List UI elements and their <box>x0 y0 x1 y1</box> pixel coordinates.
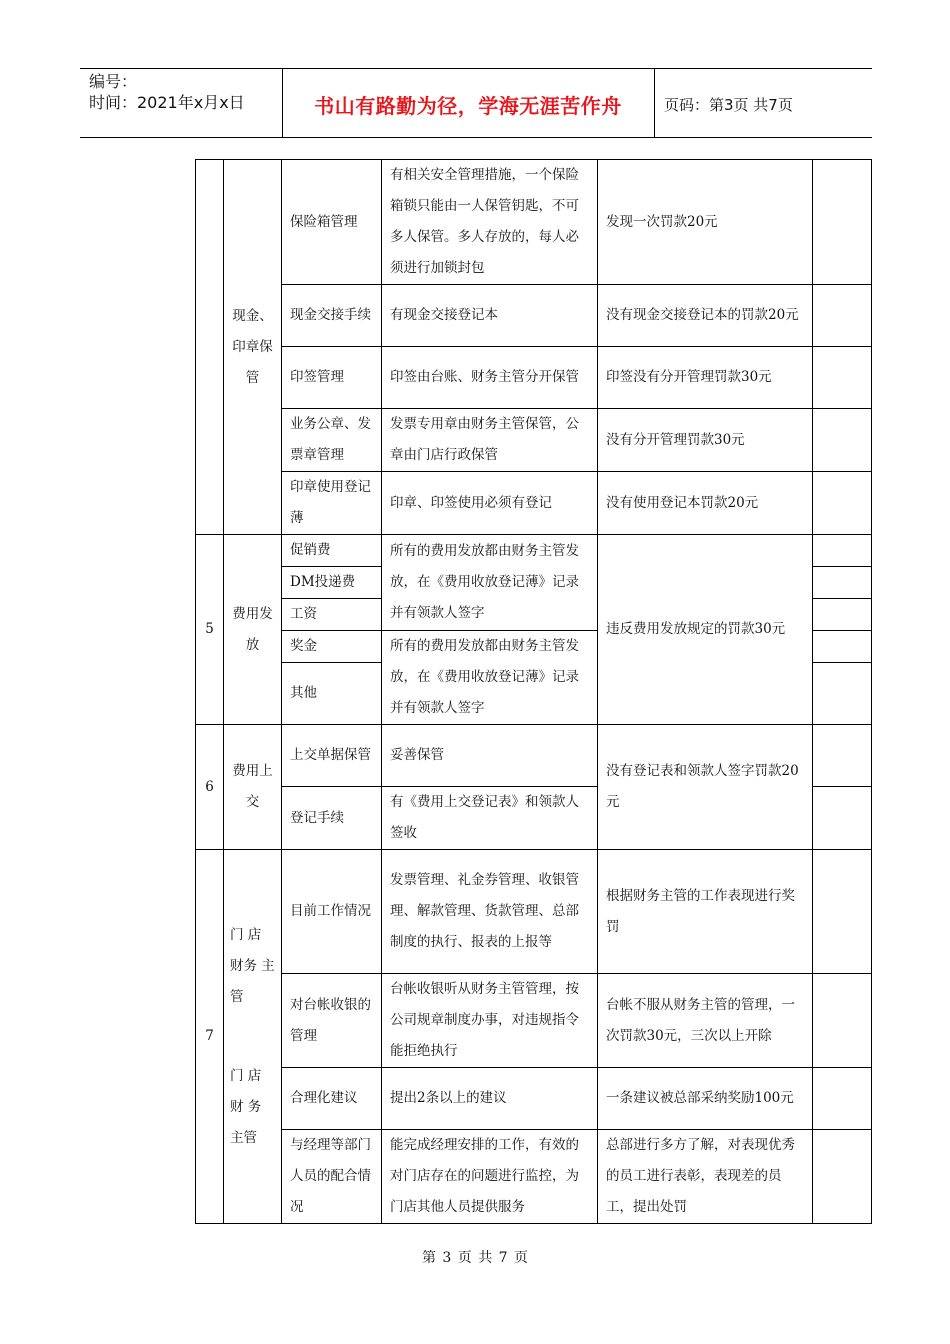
category-gap <box>230 1013 275 1061</box>
item-cell: 合理化建议 <box>282 1068 382 1130</box>
penalty-cell: 没有登记表和领款人签字罚款20元 <box>598 725 813 850</box>
standard-cell: 提出2条以上的建议 <box>382 1068 598 1130</box>
blank-cell <box>813 631 872 663</box>
item-cell: 促销费 <box>282 535 382 567</box>
section-number: 6 <box>196 725 224 850</box>
blank-cell <box>813 599 872 631</box>
standard-cell: 有现金交接登记本 <box>382 285 598 347</box>
blank-cell <box>813 535 872 567</box>
standard-cell: 发票专用章由财务主管保管，公章由门店行政保管 <box>382 409 598 472</box>
standard-cell: 所有的费用发放都由财务主管发放，在《费用收放登记薄》记录并有领款人签字 <box>382 535 598 631</box>
penalty-cell: 一条建议被总部采纳奖励100元 <box>598 1068 813 1130</box>
penalty-cell: 没有现金交接登记本的罚款20元 <box>598 285 813 347</box>
penalty-cell: 没有使用登记本罚款20元 <box>598 472 813 535</box>
table-row <box>196 409 872 472</box>
section-category: 费用上交 <box>224 725 282 850</box>
penalty-cell: 印签没有分开管理罚款30元 <box>598 347 813 409</box>
standard-cell: 台帐收银听从财务主管管理，按公司规章制度办事，对违规指令能拒绝执行 <box>382 974 598 1068</box>
penalty-cell: 根据财务主管的工作表现进行奖罚 <box>598 850 813 974</box>
item-cell: 其他 <box>282 663 382 725</box>
section-category <box>224 850 282 1224</box>
penalty-cell: 总部进行多方了解，对表现优秀的员工进行表彰，表现差的员工，提出处罚 <box>598 1130 813 1224</box>
item-cell: 工资 <box>282 599 382 631</box>
standard-cell: 印章、印签使用必须有登记 <box>382 472 598 535</box>
item-cell: 业务公章、发票章管理 <box>282 409 382 472</box>
item-cell: DM投递费 <box>282 567 382 599</box>
table-row <box>196 160 872 285</box>
penalty-cell: 发现一次罚款20元 <box>598 160 813 285</box>
blank-cell <box>813 160 872 285</box>
item-cell: 保险箱管理 <box>282 160 382 285</box>
item-cell: 印签管理 <box>282 347 382 409</box>
section-number: 7 <box>196 850 224 1224</box>
serial-label: 编号： <box>89 72 138 91</box>
blank-cell <box>813 974 872 1068</box>
blank-cell <box>813 567 872 599</box>
header-divider <box>654 69 655 137</box>
table-row <box>196 347 872 409</box>
blank-cell <box>813 725 872 787</box>
header-meta <box>89 71 245 113</box>
section-number: 5 <box>196 535 224 725</box>
standard-cell: 有《费用上交登记表》和领款人签收 <box>382 787 598 850</box>
table-row <box>196 974 872 1068</box>
time-label: 时间：2021年x月x日 <box>89 93 245 112</box>
table-row <box>196 850 872 974</box>
standard-cell: 印签由台账、财务主管分开保管 <box>382 347 598 409</box>
page-header <box>80 68 872 138</box>
blank-cell <box>813 472 872 535</box>
blank-cell <box>813 663 872 725</box>
penalty-cell: 违反费用发放规定的罚款30元 <box>598 535 813 725</box>
standard-cell: 所有的费用发放都由财务主管发放，在《费用收放登记薄》记录并有领款人签字 <box>382 631 598 725</box>
table-row <box>196 725 872 787</box>
page-footer: 第 3 页 共 7 页 <box>421 1250 529 1266</box>
blank-cell <box>813 787 872 850</box>
table-row <box>196 535 872 567</box>
standard-cell: 发票管理、礼金券管理、收银管理、解款管理、货款管理、总部制度的执行、报表的上报等 <box>382 850 598 974</box>
penalty-cell: 没有分开管理罚款30元 <box>598 409 813 472</box>
standard-cell: 妥善保管 <box>382 725 598 787</box>
table-row <box>196 472 872 535</box>
header-page-info: 页码：第3页 共7页 <box>664 96 793 114</box>
assessment-table <box>195 159 872 1224</box>
item-cell: 对台帐收银的管理 <box>282 974 382 1068</box>
header-motto: 书山有路勤为径，学海无涯苦作舟 <box>314 94 622 118</box>
item-cell: 奖金 <box>282 631 382 663</box>
table-row <box>196 1068 872 1130</box>
item-cell: 登记手续 <box>282 787 382 850</box>
item-cell: 上交单据保管 <box>282 725 382 787</box>
section-category: 现金、印章保管 <box>224 160 282 535</box>
category-text: 门 店 财 务 主管 <box>230 1067 262 1146</box>
item-cell: 现金交接手续 <box>282 285 382 347</box>
blank-cell <box>813 409 872 472</box>
item-cell: 目前工作情况 <box>282 850 382 974</box>
blank-cell <box>813 347 872 409</box>
table-row <box>196 285 872 347</box>
standard-cell: 有相关安全管理措施，一个保险箱锁只能由一人保管钥匙，不可多人保管。多人存放的，每人必须进行加锁封包 <box>382 160 598 285</box>
blank-cell <box>813 285 872 347</box>
category-text: 门 店 财务 主管 <box>230 926 275 1005</box>
blank-cell <box>813 850 872 974</box>
section-number <box>196 160 224 535</box>
table-row <box>196 1130 872 1224</box>
standard-cell: 能完成经理安排的工作，有效的对门店存在的问题进行监控，为门店其他人员提供服务 <box>382 1130 598 1224</box>
item-cell: 印章使用登记薄 <box>282 472 382 535</box>
item-cell: 与经理等部门人员的配合情况 <box>282 1130 382 1224</box>
section-category: 费用发放 <box>224 535 282 725</box>
blank-cell <box>813 1068 872 1130</box>
penalty-cell: 台帐不服从财务主管的管理，一次罚款30元，三次以上开除 <box>598 974 813 1068</box>
blank-cell <box>813 1130 872 1224</box>
